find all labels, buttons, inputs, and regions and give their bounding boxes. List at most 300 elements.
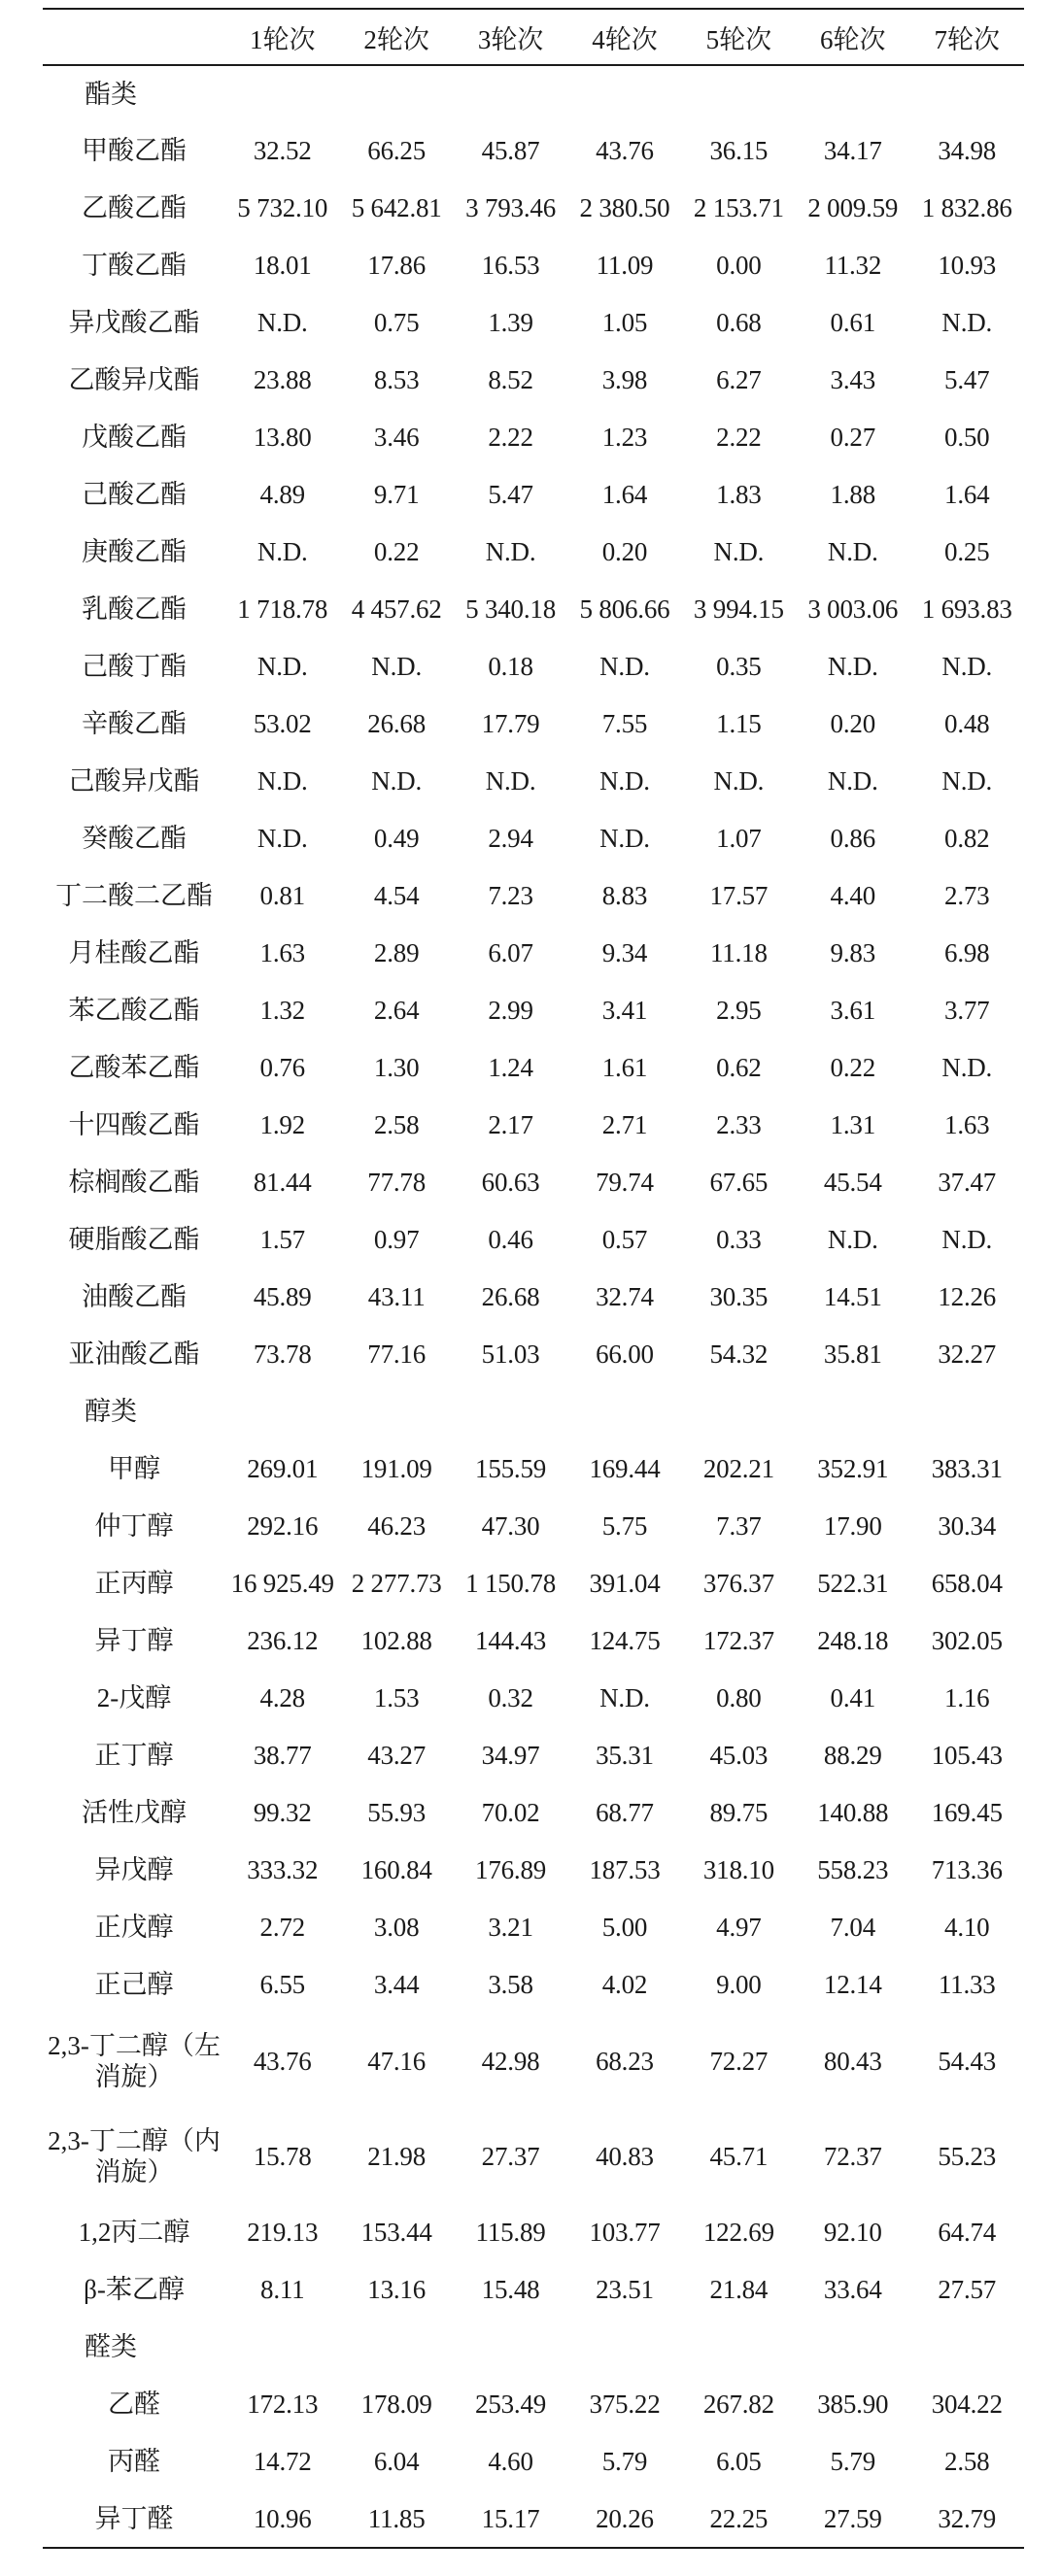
compound-name: 硬脂酸乙酯 xyxy=(68,1225,200,1255)
value-cell: 12.14 xyxy=(823,1970,882,1999)
value-cell: 558.23 xyxy=(817,1855,889,1884)
compound-name: 异丁醛 xyxy=(43,2491,225,2548)
value-cell: 267.82 xyxy=(702,2390,774,2419)
value-cell: 1 150.78 xyxy=(465,1569,557,1598)
compound-name: 棕榈酸乙酯 xyxy=(68,1168,200,1198)
value-cell: 6.04 xyxy=(373,2447,420,2476)
value-cell: 1.39 xyxy=(488,308,533,337)
value-cell: 55.23 xyxy=(938,2141,997,2171)
value-cell: 7.04 xyxy=(830,1913,875,1942)
value-cell: 37.47 xyxy=(938,1168,997,1197)
value-cell: 3.43 xyxy=(830,365,875,394)
value-cell: 2.73 xyxy=(944,881,990,910)
table-row xyxy=(43,2433,1024,2491)
value-cell: 16.53 xyxy=(481,251,540,280)
value-cell: 1.64 xyxy=(601,480,648,509)
table-header-row xyxy=(43,9,1024,65)
value-cell: 1 718.78 xyxy=(237,594,328,624)
value-cell: 176.89 xyxy=(475,1855,547,1884)
table-row xyxy=(43,1956,1024,2014)
table-row xyxy=(43,753,1024,810)
value-cell: 23.51 xyxy=(596,2275,654,2304)
value-cell: 21.98 xyxy=(367,2141,427,2171)
compound-name: 甲酸乙酯 xyxy=(82,136,188,166)
value-cell: 103.77 xyxy=(589,2218,661,2247)
compound-name: β-苯乙醇 xyxy=(84,2275,185,2305)
compound-content-table xyxy=(43,8,1024,2549)
value-cell: 30.35 xyxy=(709,1282,769,1311)
value-cell: 2.99 xyxy=(488,996,533,1025)
value-cell: 1.88 xyxy=(830,480,875,509)
value-cell: 8.83 xyxy=(601,881,648,910)
value-cell: N.D. xyxy=(485,537,536,566)
value-cell: 5 642.81 xyxy=(351,193,442,222)
value-cell: 5.79 xyxy=(601,2447,648,2476)
value-cell: N.D. xyxy=(599,766,650,796)
column-header xyxy=(43,9,225,65)
value-cell: 70.02 xyxy=(481,1798,540,1827)
table-row xyxy=(43,695,1024,753)
value-cell: 8.11 xyxy=(260,2275,305,2304)
table-row xyxy=(43,1097,1024,1154)
value-cell: 21.84 xyxy=(709,2275,769,2304)
value-cell: 7.37 xyxy=(716,1511,762,1541)
value-cell: 2.33 xyxy=(716,1110,762,1139)
compound-name: 己酸丁酯 xyxy=(82,652,188,682)
value-cell: 51.03 xyxy=(481,1339,540,1369)
value-cell: 4.40 xyxy=(830,881,875,910)
value-cell: 302.05 xyxy=(931,1626,1003,1655)
value-cell: 2.71 xyxy=(601,1110,648,1139)
value-cell xyxy=(567,2319,681,2376)
category-label: 醛类 xyxy=(85,2332,138,2362)
value-cell: 0.86 xyxy=(830,824,875,853)
value-cell: 155.59 xyxy=(475,1454,547,1483)
value-cell: 9.71 xyxy=(373,480,420,509)
value-cell: 3 994.15 xyxy=(693,594,784,624)
value-cell: 191.09 xyxy=(360,1454,432,1483)
value-cell: 8.52 xyxy=(488,365,533,394)
value-cell: 0.80 xyxy=(716,1683,762,1712)
value-cell: 4.02 xyxy=(601,1970,648,1999)
compound-name: 乙酸异戊酯 xyxy=(68,365,200,395)
value-cell: 0.00 xyxy=(716,251,762,280)
compound-name: 异戊醇 xyxy=(94,1855,174,1885)
value-cell: 9.00 xyxy=(716,1970,762,1999)
compound-name: 正丁醇 xyxy=(94,1741,174,1771)
table-row xyxy=(43,638,1024,695)
table-row xyxy=(43,122,1024,180)
value-cell: 269.01 xyxy=(247,1454,319,1483)
table-row xyxy=(43,1670,1024,1727)
table-row xyxy=(43,1211,1024,1269)
value-cell: N.D. xyxy=(256,766,308,796)
table-row xyxy=(43,1326,1024,1383)
value-cell: 2.22 xyxy=(488,423,533,452)
value-cell: 1.05 xyxy=(601,308,648,337)
value-cell: 6.55 xyxy=(259,1970,305,1999)
value-cell: 11.33 xyxy=(938,1970,996,1999)
value-cell: 0.61 xyxy=(830,308,875,337)
value-cell: 3.41 xyxy=(601,996,648,1025)
compound-name: 丁酸乙酯 xyxy=(82,251,188,281)
value-cell: 169.44 xyxy=(589,1454,661,1483)
value-cell: 187.53 xyxy=(589,1855,661,1884)
value-cell: 92.10 xyxy=(823,2218,882,2247)
compound-name: 十四酸乙酯 xyxy=(68,1110,200,1140)
value-cell xyxy=(682,2319,796,2376)
value-cell: 1.61 xyxy=(601,1053,648,1082)
value-cell: 4 457.62 xyxy=(351,594,442,624)
category-row xyxy=(43,65,1024,122)
value-cell: 202.21 xyxy=(702,1454,774,1483)
value-cell: 80.43 xyxy=(823,2046,882,2076)
value-cell: 17.90 xyxy=(823,1511,882,1541)
table-row xyxy=(43,982,1024,1039)
value-cell: 3.21 xyxy=(488,1913,533,1942)
value-cell: 88.29 xyxy=(823,1741,882,1770)
value-cell: 81.44 xyxy=(253,1168,312,1197)
value-cell xyxy=(339,65,453,122)
value-cell: 0.62 xyxy=(716,1053,762,1082)
value-cell: 0.50 xyxy=(944,423,990,452)
compound-name: 仲丁醇 xyxy=(94,1511,174,1542)
value-cell: 45.89 xyxy=(253,1282,312,1311)
table-row xyxy=(43,1269,1024,1326)
value-cell: 9.34 xyxy=(601,938,648,967)
value-cell: 34.97 xyxy=(481,1741,540,1770)
value-cell: 0.41 xyxy=(830,1683,875,1712)
compound-name: 癸酸乙酯 xyxy=(82,824,188,854)
value-cell: 5.00 xyxy=(601,1913,648,1942)
value-cell: 219.13 xyxy=(247,2218,319,2247)
value-cell: 1.92 xyxy=(259,1110,305,1139)
value-cell: 3 003.06 xyxy=(807,594,899,624)
value-cell: 68.77 xyxy=(596,1798,654,1827)
value-cell: 352.91 xyxy=(817,1454,889,1483)
value-cell: N.D. xyxy=(827,766,878,796)
value-cell: N.D. xyxy=(256,308,308,337)
value-cell: 333.32 xyxy=(247,1855,319,1884)
value-cell: 1.63 xyxy=(944,1110,990,1139)
value-cell: 5.47 xyxy=(488,480,533,509)
value-cell: 16 925.49 xyxy=(230,1569,334,1598)
value-cell: 385.90 xyxy=(817,2390,889,2419)
value-cell xyxy=(796,1383,909,1441)
value-cell: 236.12 xyxy=(247,1626,319,1655)
value-cell: 4.89 xyxy=(259,480,305,509)
column-header: 6轮次 xyxy=(796,9,909,65)
compound-name: 辛酸乙酯 xyxy=(82,709,188,739)
table-row xyxy=(43,409,1024,466)
value-cell: 248.18 xyxy=(817,1626,889,1655)
value-cell: 1 693.83 xyxy=(921,594,1012,624)
table-row xyxy=(43,1039,1024,1097)
value-cell: 4.97 xyxy=(716,1913,762,1942)
table-row xyxy=(43,1727,1024,1784)
value-cell: 3.61 xyxy=(830,996,875,1025)
value-cell: 522.31 xyxy=(817,1569,889,1598)
value-cell: 27.57 xyxy=(938,2275,997,2304)
value-cell: 3.44 xyxy=(373,1970,420,1999)
value-cell: 3.77 xyxy=(944,996,990,1025)
value-cell: 14.72 xyxy=(253,2447,312,2476)
value-cell: 122.69 xyxy=(702,2218,774,2247)
value-cell: 1.24 xyxy=(488,1053,533,1082)
value-cell: 17.57 xyxy=(709,881,769,910)
value-cell: 2.64 xyxy=(373,996,420,1025)
value-cell: 68.23 xyxy=(596,2046,654,2076)
value-cell: 102.88 xyxy=(360,1626,432,1655)
table-row xyxy=(43,1498,1024,1555)
value-cell xyxy=(682,65,796,122)
compound-name: 乙酸苯乙酯 xyxy=(68,1053,200,1083)
compound-name: 活性戊醇 xyxy=(82,1798,188,1828)
value-cell: 0.97 xyxy=(373,1225,420,1254)
value-cell: 1.31 xyxy=(830,1110,875,1139)
value-cell: 32.27 xyxy=(938,1339,997,1369)
value-cell: 1.83 xyxy=(716,480,762,509)
value-cell: 13.16 xyxy=(367,2275,427,2304)
value-cell: N.D. xyxy=(827,537,878,566)
value-cell: N.D. xyxy=(941,308,993,337)
table-row xyxy=(43,524,1024,581)
column-header: 1轮次 xyxy=(225,9,339,65)
value-cell: 3.08 xyxy=(373,1913,420,1942)
value-cell: 375.22 xyxy=(589,2390,661,2419)
value-cell: 53.02 xyxy=(253,709,312,738)
value-cell: 4.54 xyxy=(373,881,420,910)
table-row xyxy=(43,466,1024,524)
value-cell: 3.58 xyxy=(488,1970,533,1999)
value-cell: 14.51 xyxy=(823,1282,882,1311)
value-cell: 60.63 xyxy=(481,1168,540,1197)
value-cell: N.D. xyxy=(827,652,878,681)
value-cell: 7.23 xyxy=(488,881,533,910)
compound-name: 油酸乙酯 xyxy=(82,1282,188,1312)
value-cell: 376.37 xyxy=(702,1569,774,1598)
value-cell: 4.60 xyxy=(488,2447,533,2476)
value-cell: 1.53 xyxy=(373,1683,420,1712)
table-row xyxy=(43,180,1024,237)
column-header: 7轮次 xyxy=(909,9,1024,65)
value-cell: 0.68 xyxy=(716,308,762,337)
value-cell: 9.83 xyxy=(830,938,875,967)
compound-name: 异戊酸乙酯 xyxy=(68,308,200,338)
value-cell: 658.04 xyxy=(931,1569,1003,1598)
value-cell: 12.26 xyxy=(938,1282,997,1311)
compound-name: 甲醇 xyxy=(108,1454,161,1484)
value-cell xyxy=(454,1383,567,1441)
value-cell: 172.37 xyxy=(702,1626,774,1655)
table-row xyxy=(43,2014,1024,2109)
value-cell: 713.36 xyxy=(931,1855,1003,1884)
table-row xyxy=(43,2491,1024,2548)
table-row xyxy=(43,352,1024,409)
value-cell: 11.09 xyxy=(596,251,654,280)
value-cell: 45.87 xyxy=(481,136,540,165)
value-cell: 64.74 xyxy=(938,2218,997,2247)
value-cell xyxy=(339,1383,453,1441)
value-cell: 1.32 xyxy=(259,996,305,1025)
compound-name: 1,2丙二醇 xyxy=(78,2218,190,2248)
value-cell xyxy=(339,2319,453,2376)
value-cell: 124.75 xyxy=(589,1626,661,1655)
column-header: 2轮次 xyxy=(339,9,453,65)
value-cell: 27.59 xyxy=(796,2491,909,2548)
value-cell: 5.75 xyxy=(601,1511,648,1541)
value-cell: 0.48 xyxy=(944,709,990,738)
value-cell: 18.01 xyxy=(253,251,312,280)
value-cell: 67.65 xyxy=(709,1168,769,1197)
table-row xyxy=(43,810,1024,867)
value-cell: N.D. xyxy=(599,1683,650,1712)
table-row xyxy=(43,1555,1024,1612)
column-header: 3轮次 xyxy=(454,9,567,65)
value-cell: 253.49 xyxy=(475,2390,547,2419)
value-cell: 0.22 xyxy=(373,537,420,566)
value-cell: 35.31 xyxy=(596,1741,654,1770)
value-cell: 304.22 xyxy=(931,2390,1003,2419)
value-cell: 5 806.66 xyxy=(579,594,670,624)
value-cell: 54.43 xyxy=(938,2046,997,2076)
value-cell: 1.16 xyxy=(944,1683,990,1712)
table-row xyxy=(43,2204,1024,2261)
value-cell: N.D. xyxy=(371,652,422,681)
value-cell: 178.09 xyxy=(360,2390,432,2419)
compound-name: 己酸乙酯 xyxy=(82,480,188,510)
value-cell: 43.11 xyxy=(367,1282,426,1311)
value-cell: 4.28 xyxy=(259,1683,305,1712)
value-cell: 2.89 xyxy=(373,938,420,967)
value-cell: 89.75 xyxy=(709,1798,769,1827)
value-cell: 6.05 xyxy=(716,2447,762,2476)
value-cell: 43.27 xyxy=(367,1741,427,1770)
value-cell: 11.85 xyxy=(339,2491,453,2548)
value-cell: 0.18 xyxy=(488,652,533,681)
value-cell: 0.33 xyxy=(716,1225,762,1254)
value-cell: 17.79 xyxy=(481,709,540,738)
value-cell: 32.74 xyxy=(596,1282,654,1311)
value-cell: 0.27 xyxy=(830,423,875,452)
value-cell: 2 009.59 xyxy=(807,193,899,222)
value-cell: 36.15 xyxy=(709,136,769,165)
category-row xyxy=(43,1383,1024,1441)
value-cell: 54.32 xyxy=(709,1339,769,1369)
value-cell: 0.25 xyxy=(944,537,990,566)
value-cell: 72.27 xyxy=(709,2046,769,2076)
value-cell: 26.68 xyxy=(481,1282,540,1311)
value-cell: 45.54 xyxy=(823,1168,882,1197)
compound-name: 正丙醇 xyxy=(94,1569,174,1599)
table-row xyxy=(43,237,1024,294)
value-cell: 43.76 xyxy=(596,136,654,165)
value-cell: 6.27 xyxy=(716,365,762,394)
table-row xyxy=(43,1899,1024,1956)
value-cell: 11.32 xyxy=(824,251,882,280)
value-cell: 55.93 xyxy=(367,1798,427,1827)
value-cell: 45.03 xyxy=(709,1741,769,1770)
value-cell: 1.23 xyxy=(601,423,648,452)
value-cell: 2.58 xyxy=(373,1110,420,1139)
value-cell: 3 793.46 xyxy=(465,193,557,222)
value-cell xyxy=(567,65,681,122)
table-row xyxy=(43,1612,1024,1670)
value-cell xyxy=(909,1383,1024,1441)
value-cell: 30.34 xyxy=(938,1511,997,1541)
value-cell: 2 153.71 xyxy=(693,193,784,222)
compound-name: 苯乙酸乙酯 xyxy=(68,996,200,1026)
value-cell: 2.72 xyxy=(259,1913,305,1942)
value-cell: N.D. xyxy=(827,1225,878,1254)
value-cell xyxy=(225,65,339,122)
value-cell: 6.07 xyxy=(488,938,533,967)
table-row xyxy=(43,1842,1024,1899)
value-cell: 32.79 xyxy=(909,2491,1024,2548)
value-cell: 5.79 xyxy=(830,2447,875,2476)
column-header: 5轮次 xyxy=(682,9,796,65)
value-cell: 2.58 xyxy=(944,2447,990,2476)
value-cell: 140.88 xyxy=(817,1798,889,1827)
value-cell: N.D. xyxy=(941,766,993,796)
compound-name: 乳酸乙酯 xyxy=(82,594,188,625)
value-cell: 17.86 xyxy=(367,251,427,280)
value-cell: N.D. xyxy=(941,1225,993,1254)
value-cell: 15.78 xyxy=(253,2141,312,2171)
value-cell: 5 732.10 xyxy=(237,193,328,222)
value-cell: 46.23 xyxy=(367,1511,427,1541)
value-cell: 2.95 xyxy=(716,996,762,1025)
value-cell: 7.55 xyxy=(601,709,648,738)
value-cell: 383.31 xyxy=(931,1454,1003,1483)
table-row xyxy=(43,1154,1024,1211)
value-cell: 35.81 xyxy=(823,1339,882,1369)
value-cell: 172.13 xyxy=(247,2390,319,2419)
value-cell: 169.45 xyxy=(931,1798,1003,1827)
value-cell: 4.10 xyxy=(944,1913,990,1942)
value-cell: 0.22 xyxy=(830,1053,875,1082)
value-cell xyxy=(909,2319,1024,2376)
value-cell: 0.75 xyxy=(373,308,420,337)
value-cell: 0.76 xyxy=(259,1053,305,1082)
value-cell: 3.46 xyxy=(373,423,420,452)
table-row xyxy=(43,1441,1024,1498)
value-cell: 0.20 xyxy=(601,537,648,566)
value-cell xyxy=(567,1383,681,1441)
value-cell: 2 277.73 xyxy=(351,1569,442,1598)
value-cell xyxy=(796,65,909,122)
value-cell: 160.84 xyxy=(360,1855,432,1884)
value-cell: 0.46 xyxy=(488,1225,533,1254)
value-cell: 318.10 xyxy=(702,1855,774,1884)
value-cell: 43.76 xyxy=(253,2046,312,2076)
value-cell: 2.22 xyxy=(716,423,762,452)
value-cell: 99.32 xyxy=(253,1798,312,1827)
value-cell: N.D. xyxy=(713,766,765,796)
compound-name: 己酸异戊酯 xyxy=(68,766,200,797)
value-cell: 5.47 xyxy=(944,365,990,394)
value-cell: 32.52 xyxy=(253,136,312,165)
compound-name: 正己醇 xyxy=(94,1970,174,2000)
value-cell: 0.35 xyxy=(716,652,762,681)
value-cell: 6.98 xyxy=(944,938,990,967)
value-cell: 77.16 xyxy=(367,1339,427,1369)
compound-name: 2,3-丁二醇（内消旋） xyxy=(48,2125,221,2186)
value-cell: 27.37 xyxy=(481,2141,540,2171)
value-cell: 72.37 xyxy=(823,2141,882,2171)
value-cell: N.D. xyxy=(941,1053,993,1082)
value-cell: 3.98 xyxy=(601,365,648,394)
